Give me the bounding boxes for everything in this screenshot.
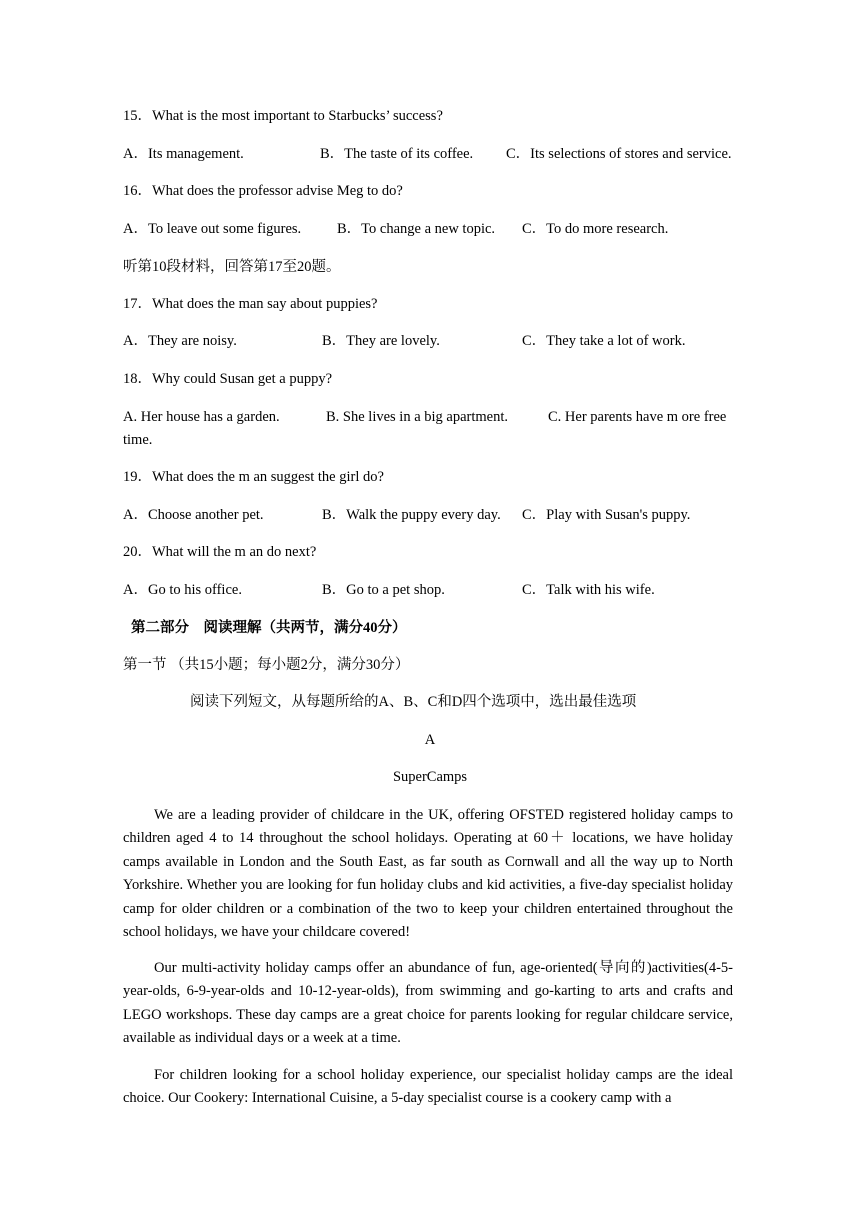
question-20-option-c: C．Talk with his wife. <box>522 582 655 598</box>
passage-title: SuperCamps <box>392 769 468 785</box>
question-16-stem: 16．What does the professor advise Meg to do? <box>123 183 403 199</box>
question-15-option-c: C．Its selections of stores and service. <box>506 146 732 162</box>
question-17-option-a: A．They are noisy. <box>123 333 237 349</box>
passage-letter: A <box>424 732 436 748</box>
question-18-option-b: B. She lives in a big apartment. <box>326 409 509 425</box>
passage-paragraph-2: Our multi-activity holiday camps offer an abundance of fun, age-oriented(导向的)activities(4-5-year-olds, 6-9-year-olds and 10-12-year-olds), from swimming and go-karting to arts and crafts and LEGO workshops. These day camps are a great choice for parents looking for regular childcare service, available as individual days or a week at a time. <box>123 960 733 1047</box>
question-20-option-a: A．Go to his office. <box>123 582 242 598</box>
listening-note: 听第10段材料，回答第17至20题。 <box>123 259 341 275</box>
question-17-stem: 17．What does the man say about puppies? <box>123 296 378 312</box>
question-19-option-a: A．Choose another pet. <box>123 507 264 523</box>
question-18-option-c: C. Her parents have m ore free <box>548 409 727 425</box>
question-15-option-b: B．The taste of its coffee. <box>320 146 474 162</box>
question-17-option-c: C．They take a lot of work. <box>522 333 686 349</box>
question-19-stem: 19．What does the m an suggest the girl do? <box>123 469 384 485</box>
question-20-option-b: B．Go to a pet shop. <box>322 582 445 598</box>
question-15-stem: 15．What is the most important to Starbucks’ success? <box>123 108 443 124</box>
part-two-heading: 第二部分 阅读理解（共两节，满分40分） <box>131 620 407 636</box>
reading-instruction: 阅读下列短文，从每题所给的A、B、C和D四个选项中，选出最佳选项 <box>190 694 637 710</box>
question-15-option-a: A．Its management. <box>123 146 244 162</box>
question-16-option-c: C．To do more research. <box>522 221 669 237</box>
question-19-option-b: B．Walk the puppy every day. <box>322 507 501 523</box>
question-16-option-a: A．To leave out some figures. <box>123 221 302 237</box>
question-19-option-c: C．Play with Susan's puppy. <box>522 507 691 523</box>
question-18-stem: 18．Why could Susan get a puppy? <box>123 371 333 387</box>
passage-paragraph-3: For children looking for a school holiday experience, our specialist holiday camps are the ideal choice. Our Cookery: International Cuisine, a 5-day specialist course is a cookery camp with a <box>123 1067 733 1107</box>
section-one-heading: 第一节 （共15小题；每小题2分，满分30分） <box>123 657 410 673</box>
question-16-option-b: B．To change a new topic. <box>337 221 496 237</box>
question-17-option-b: B．They are lovely. <box>322 333 440 349</box>
question-20-stem: 20．What will the m an do next? <box>123 544 317 560</box>
passage-paragraph-1: We are a leading provider of childcare in the UK, offering OFSTED registered holiday camps to children aged 4 to 14 throughout the school holidays. Operating at 60＋ locations, we have holiday camps available in London and the South East, as far south as Cornwall and all the way up to North Yorkshire. Whether you are looking for fun holiday clubs and kid activities, a five-day specialist holiday camp for older children or a combination of the two to keep your children entertained throughout the school holidays, we have your childcare covered! <box>123 807 733 941</box>
question-18-option-c-wrap: time. <box>123 432 153 448</box>
question-18-option-a: A. Her house has a garden. <box>123 409 280 425</box>
